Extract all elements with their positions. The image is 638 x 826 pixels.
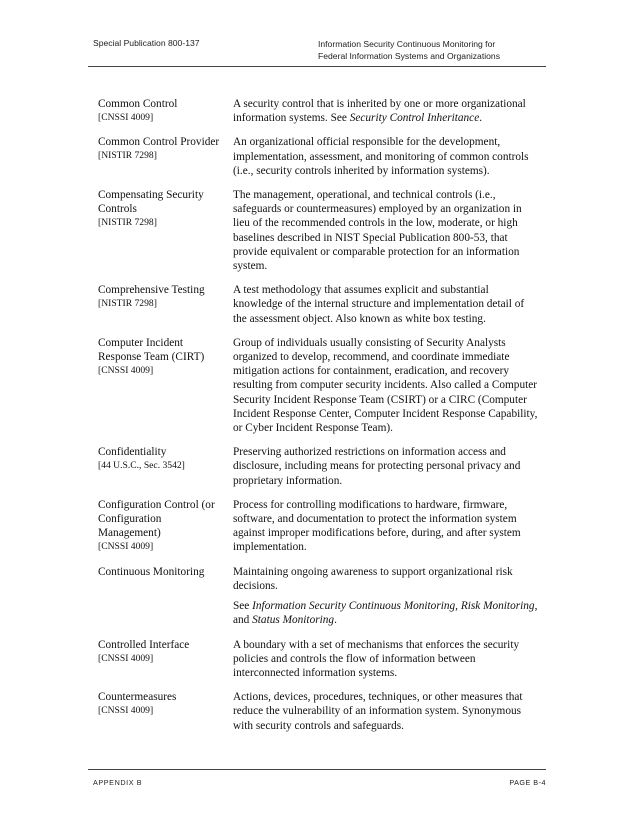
see-end: . <box>334 614 337 627</box>
see-label: See <box>233 600 253 613</box>
glossary-entry <box>98 638 538 681</box>
header-divider <box>88 66 546 67</box>
glossary-term: Controlled Interface <box>98 638 190 651</box>
header-title-line2: Federal Information Systems and Organizations <box>318 51 500 61</box>
glossary-entry <box>98 336 538 435</box>
footer-appendix: APPENDIX B <box>93 778 143 787</box>
glossary-source: [44 U.S.C., Sec. 3542] <box>98 460 185 472</box>
glossary-source: [NISTIR 7298] <box>98 298 157 310</box>
footer-divider <box>88 769 546 770</box>
glossary-entry <box>98 498 538 555</box>
glossary-definition: Preserving authorized restrictions on information access and disclosure, including means for protecting personal privacy and proprietary information. <box>233 446 521 487</box>
glossary-entry <box>98 445 538 488</box>
glossary-term: Common Control <box>98 98 178 110</box>
definition-text-end: . <box>479 112 483 125</box>
glossary-definition: Actions, devices, procedures, techniques, or other measures that reduce the vulnerability of an information system. Synonymous with security controls and safeguards. <box>233 691 523 732</box>
glossary-source: [CNSSI 4009] <box>98 705 154 717</box>
glossary-definition: Process for controlling modifications to hardware, firmware, software, and documentation to protect the information system against improper modifications before, during, and after system implementation. <box>233 498 521 554</box>
glossary-definition: The management, operational, and technical controls (i.e., safeguards or countermeasures) employed by an organization in lieu of the recommended controls in the low, moderate, or high baselines described in NIST Special Publication 800-53, that provide equivalent or comparable protection for an information system. <box>233 189 522 273</box>
glossary-source: [CNSSI 4009] <box>98 652 154 664</box>
glossary-entry <box>98 135 538 178</box>
glossary-list <box>98 97 538 743</box>
glossary-source: [NISTIR 7298] <box>98 150 157 162</box>
glossary-term: Confidentiality <box>98 446 167 459</box>
glossary-term: Configuration Control (or Configuration Management) <box>98 498 215 539</box>
header-title <box>318 38 558 62</box>
see-also-terms: Information Security Continuous Monitoring, Risk Monitoring <box>252 600 535 613</box>
glossary-entry <box>98 97 538 125</box>
glossary-term: Countermeasures <box>98 691 177 704</box>
definition-text: A security control that is inherited by one or more organizational information systems. See <box>233 98 526 125</box>
definition-emphasis: Security Control Inheritance <box>349 112 480 125</box>
glossary-definition: An organizational official responsible for the development, implementation, assessment, and monitoring of common controls (i.e., security controls inherited by information systems). <box>233 136 529 177</box>
glossary-see-also <box>233 599 538 627</box>
glossary-term: Common Control Provider <box>98 136 220 149</box>
glossary-source: [CNSSI 4009] <box>98 540 154 552</box>
glossary-definition: A test methodology that assumes explicit and substantial knowledge of the internal structure and implementation detail of the assessment object. Also known as white box testing. <box>233 284 525 325</box>
glossary-term: Comprehensive Testing <box>98 284 205 297</box>
glossary-entry <box>98 283 538 326</box>
glossary-source: [CNSSI 4009] <box>98 364 154 376</box>
glossary-term: Compensating Security Controls <box>98 189 204 216</box>
glossary-entry <box>98 690 538 733</box>
header-publication: Special Publication 800-137 <box>93 38 200 48</box>
glossary-entry <box>98 565 538 628</box>
header-title-line1: Information Security Continuous Monitoring for <box>318 39 496 49</box>
glossary-source: [CNSSI 4009] <box>98 112 154 123</box>
glossary-definition <box>233 97 538 125</box>
glossary-definition: Group of individuals usually consisting of Security Analysts organized to develop, recommend, and coordinate immediate mitigation actions for containment, eradication, and recovery resulting from computer security incidents. Also called a Computer Security Incident Response Team (CSIRT) or a CIRC (Computer Incident Response Center, Computer Incident Response Capability, or Cyber Incident Response Team). <box>233 336 538 435</box>
glossary-definition: A boundary with a set of mechanisms that enforces the security policies and controls the flow of information between interconnected information systems. <box>233 638 520 679</box>
footer-page-number: PAGE B-4 <box>509 778 546 787</box>
glossary-term: Computer Incident Response Team (CIRT) <box>98 336 205 363</box>
see-connector: , and <box>233 600 538 627</box>
glossary-definition: Maintaining ongoing awareness to support organizational risk decisions. <box>233 565 513 592</box>
see-also-term: Status Monitoring <box>252 614 335 627</box>
glossary-entry <box>98 188 538 273</box>
glossary-term: Continuous Monitoring <box>98 565 205 578</box>
glossary-source: [NISTIR 7298] <box>98 217 157 229</box>
